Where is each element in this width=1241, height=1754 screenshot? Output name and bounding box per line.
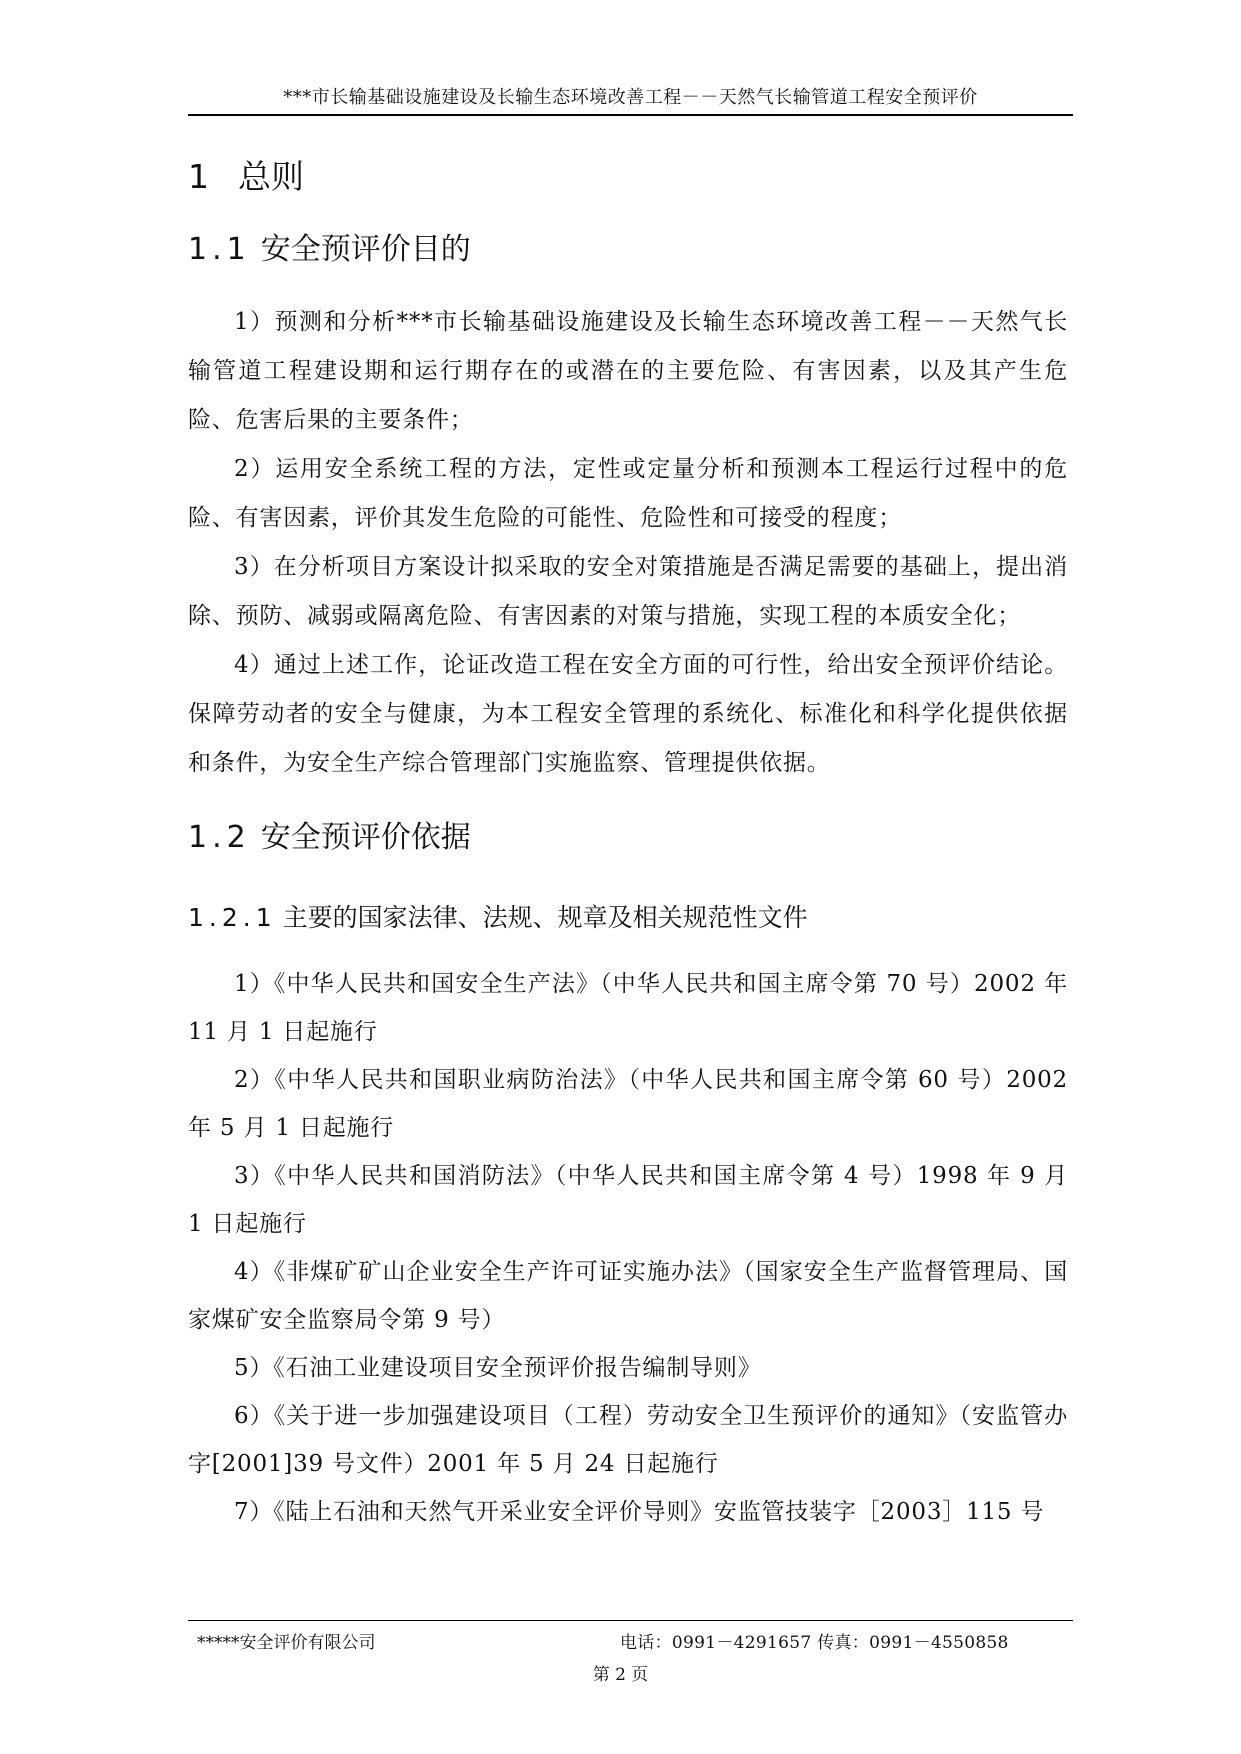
basis-item-3: 3）《中华人民共和国消防法》（中华人民共和国主席令第 4 号）1998 年 9 月 1 日起施行 [188,1163,1068,1237]
page-number: 第 2 页 [592,1665,649,1685]
purpose-item-1: 1）预测和分析***市长输基础设施建设及长输生态环境改善工程－－天然气长输管道工程建设期和运行期存在的或潜在的主要危险、有害因素，以及其产生危险、危害后果的主要条件； [188,309,1068,433]
section-number: 1 [188,157,209,196]
section-heading-1 [188,148,1068,216]
basis-item-7: 7）《陆上石油和天然气开采业安全评价导则》安监管技装字［2003］115 号 [234,1499,1045,1525]
footer-divider [188,1620,1073,1621]
basis-item-4: 4）《非煤矿矿山企业安全生产许可证实施办法》（国家安全生产监督管理局、国家煤矿安全监察局令第 9 号） [188,1259,1068,1333]
footer-fax: 传真：0991－4550858 [817,1633,1009,1653]
section-title: 安全预评价目的 [260,232,471,267]
running-header: ***市长输基础设施建设及长输生态环境改善工程－－天然气长输管道工程安全预评价 [283,87,978,108]
section-number: 1.2 [188,820,251,855]
basis-item-2: 2）《中华人民共和国职业病防治法》（中华人民共和国主席令第 60 号）2002 年 5 月 1 日起施行 [188,1067,1068,1141]
purpose-item-3: 3）在分析项目方案设计拟采取的安全对策措施是否满足需要的基础上，提出消除、预防、减弱或隔离危险、有害因素的对策与措施，实现工程的本质安全化； [188,554,1068,629]
footer-phone: 电话：0991－4291657 [620,1633,812,1653]
basis-item-5: 5）《石油工业建设项目安全预评价报告编制导则》 [234,1355,762,1381]
basis-item-6: 6）《关于进一步加强建设项目（工程）劳动安全卫生预评价的通知》（安监管办字[2001]39 号文件）2001 年 5 月 24 日起施行 [188,1403,1068,1477]
section-heading-1-2-1 [188,882,1068,956]
section-title: 主要的国家法律、法规、规章及相关规范性文件 [282,903,808,932]
footer-company: *****安全评价有限公司 [197,1633,376,1653]
basis-item-1: 1）《中华人民共和国安全生产法》（中华人民共和国主席令第 70 号）2002 年 11 月 1 日起施行 [188,971,1068,1045]
section-number: 1.2.1 [188,903,277,932]
section-heading-1-1 [188,216,1068,294]
section-number: 1.1 [188,232,251,267]
footer-contact [620,1632,1009,1654]
purpose-item-2: 2）运用安全系统工程的方法，定性或定量分析和预测本工程运行过程中的危险、有害因素，评价其发生危险的可能性、危险性和可接受的程度； [188,456,1068,531]
section-title: 总则 [238,157,304,196]
purpose-item-4: 4）通过上述工作，论证改造工程在安全方面的可行性，给出安全预评价结论。保障劳动者的安全与健康，为本工程安全管理的系统化、标准化和科学化提供依据和条件，为安全生产综合管理部门实施监察、管理提供依据。 [188,652,1068,776]
page-content [188,148,1068,1536]
section-heading-1-2 [188,804,1068,882]
section-title: 安全预评价依据 [260,820,471,855]
header-divider [188,114,1073,116]
